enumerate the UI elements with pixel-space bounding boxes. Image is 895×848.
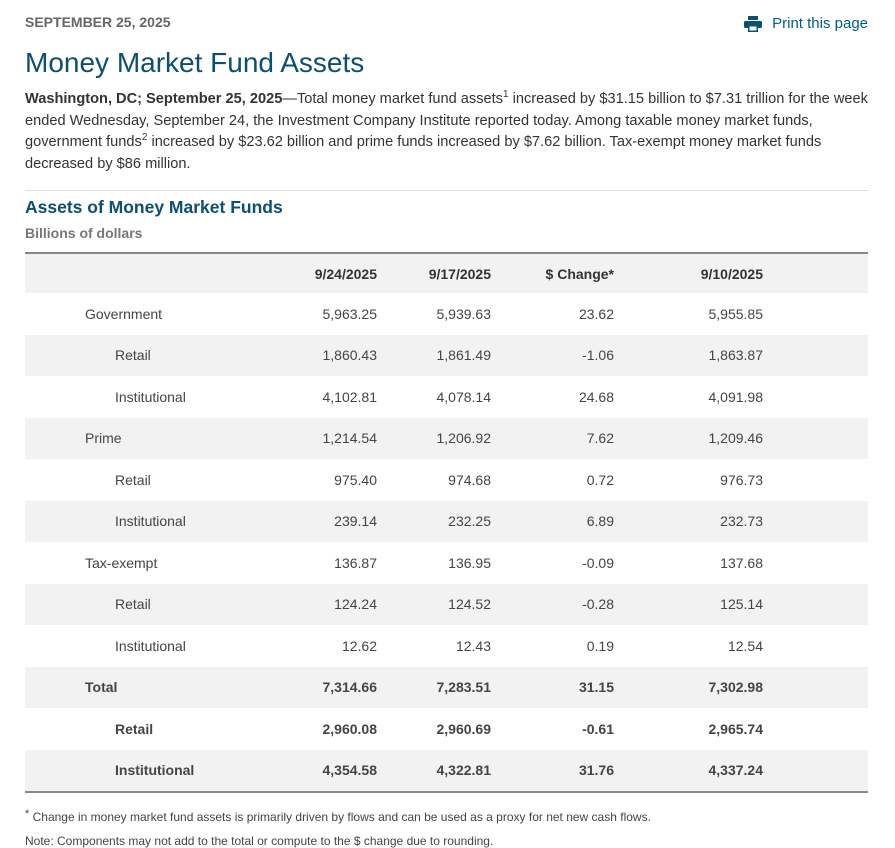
row-spacer: [763, 625, 868, 667]
row-label: Institutional: [25, 750, 310, 793]
row-label: Retail: [25, 459, 310, 501]
row-spacer: [763, 667, 868, 709]
table-header-row: [25, 253, 868, 293]
cell-value: 1,209.46: [614, 418, 763, 460]
printer-icon[interactable]: [744, 16, 762, 32]
row-spacer: [763, 335, 868, 377]
cell-value: 6.89: [491, 501, 614, 543]
header-spacer: [763, 253, 868, 293]
cell-value: 12.62: [310, 625, 377, 667]
cell-value: 125.14: [614, 584, 763, 626]
cell-value: 239.14: [310, 501, 377, 543]
table-row: [25, 335, 868, 377]
row-label: Retail: [25, 335, 310, 377]
cell-value: 7.62: [491, 418, 614, 460]
footnote-change-text: Change in money market fund assets is primarily driven by flows and can be used as a proxy for net new cash flows.: [29, 810, 651, 824]
cell-value: 5,955.85: [614, 293, 763, 335]
row-spacer: [763, 584, 868, 626]
cell-value: -0.61: [491, 708, 614, 750]
section-divider: [25, 190, 868, 191]
table-row: [25, 418, 868, 460]
header-col-1: 9/24/2025: [310, 253, 377, 293]
footnote-star: *: [25, 808, 30, 820]
cell-value: 975.40: [310, 459, 377, 501]
header-col-2: 9/17/2025: [377, 253, 491, 293]
cell-value: 4,354.58: [310, 750, 377, 793]
intro-text-1: —Total money market fund assets: [282, 91, 503, 107]
row-spacer: [763, 376, 868, 418]
row-spacer: [763, 542, 868, 584]
row-label: Institutional: [25, 625, 310, 667]
table-row: [25, 459, 868, 501]
table-row: [25, 750, 868, 793]
cell-value: 23.62: [491, 293, 614, 335]
cell-value: 7,283.51: [377, 667, 491, 709]
table-row: [25, 625, 868, 667]
table-row: [25, 584, 868, 626]
cell-value: 4,091.98: [614, 376, 763, 418]
table-row: [25, 501, 868, 543]
table-row: [25, 376, 868, 418]
footnote-rounding: Note: Components may not add to the total or compute to the $ change due to rounding.: [25, 834, 494, 848]
cell-value: 4,078.14: [377, 376, 491, 418]
table-units: Billions of dollars: [25, 225, 143, 241]
footnote-ref-2: 2: [141, 132, 148, 143]
row-label: Prime: [25, 418, 310, 460]
print-page-label[interactable]: Print this page: [772, 15, 868, 32]
header-col-4: 9/10/2025: [614, 253, 763, 293]
cell-value: -0.09: [491, 542, 614, 584]
cell-value: 0.72: [491, 459, 614, 501]
cell-value: 136.95: [377, 542, 491, 584]
cell-value: 124.24: [310, 584, 377, 626]
cell-value: -1.06: [491, 335, 614, 377]
intro-text-2: increased by $31.15 billion to $7.31 trillion for the week ended Wednesday, September 24, the Investment Company Institute reported today. Among taxable money market funds, government funds: [25, 91, 868, 150]
row-label: Tax-exempt: [25, 542, 310, 584]
page-title: Money Market Fund Assets: [25, 47, 365, 78]
cell-value: 4,102.81: [310, 376, 377, 418]
row-label: Government: [25, 293, 310, 335]
cell-value: 2,965.74: [614, 708, 763, 750]
header-label-col: [25, 253, 310, 293]
cell-value: 974.68: [377, 459, 491, 501]
intro-paragraph: [25, 89, 870, 175]
section-title: Assets of Money Market Funds: [25, 197, 283, 217]
row-spacer: [763, 418, 868, 460]
assets-table: [25, 252, 868, 793]
table-row: [25, 708, 868, 750]
cell-value: 232.73: [614, 501, 763, 543]
cell-value: -0.28: [491, 584, 614, 626]
cell-value: 1,861.49: [377, 335, 491, 377]
cell-value: 1,214.54: [310, 418, 377, 460]
cell-value: 137.68: [614, 542, 763, 584]
cell-value: 12.54: [614, 625, 763, 667]
row-spacer: [763, 293, 868, 335]
row-spacer: [763, 459, 868, 501]
cell-value: 7,314.66: [310, 667, 377, 709]
release-date: SEPTEMBER 25, 2025: [25, 14, 171, 30]
cell-value: 2,960.08: [310, 708, 377, 750]
header-col-3: $ Change*: [491, 253, 614, 293]
row-label: Institutional: [25, 501, 310, 543]
cell-value: 5,963.25: [310, 293, 377, 335]
cell-value: 12.43: [377, 625, 491, 667]
table-row: [25, 293, 868, 335]
cell-value: 136.87: [310, 542, 377, 584]
cell-value: 1,860.43: [310, 335, 377, 377]
cell-value: 31.76: [491, 750, 614, 793]
cell-value: 4,337.24: [614, 750, 763, 793]
cell-value: 2,960.69: [377, 708, 491, 750]
cell-value: 5,939.63: [377, 293, 491, 335]
cell-value: 31.15: [491, 667, 614, 709]
print-page-link[interactable]: [744, 15, 868, 32]
intro-text-3: increased by $23.62 billion and prime funds increased by $7.62 billion. Tax-exempt money market funds decreased by $86 million.: [25, 134, 822, 172]
cell-value: 232.25: [377, 501, 491, 543]
row-label: Retail: [25, 708, 310, 750]
cell-value: 7,302.98: [614, 667, 763, 709]
cell-value: 124.52: [377, 584, 491, 626]
row-label: Retail: [25, 584, 310, 626]
row-spacer: [763, 750, 868, 793]
footnote-ref-1: 1: [502, 89, 509, 100]
table-row: [25, 542, 868, 584]
cell-value: 24.68: [491, 376, 614, 418]
table-row: [25, 667, 868, 709]
dateline: Washington, DC; September 25, 2025: [25, 91, 283, 107]
row-label: Institutional: [25, 376, 310, 418]
footnote-change: [25, 808, 651, 824]
row-label: Total: [25, 667, 310, 709]
cell-value: 4,322.81: [377, 750, 491, 793]
cell-value: 1,206.92: [377, 418, 491, 460]
cell-value: 1,863.87: [614, 335, 763, 377]
cell-value: 976.73: [614, 459, 763, 501]
row-spacer: [763, 501, 868, 543]
row-spacer: [763, 708, 868, 750]
cell-value: 0.19: [491, 625, 614, 667]
